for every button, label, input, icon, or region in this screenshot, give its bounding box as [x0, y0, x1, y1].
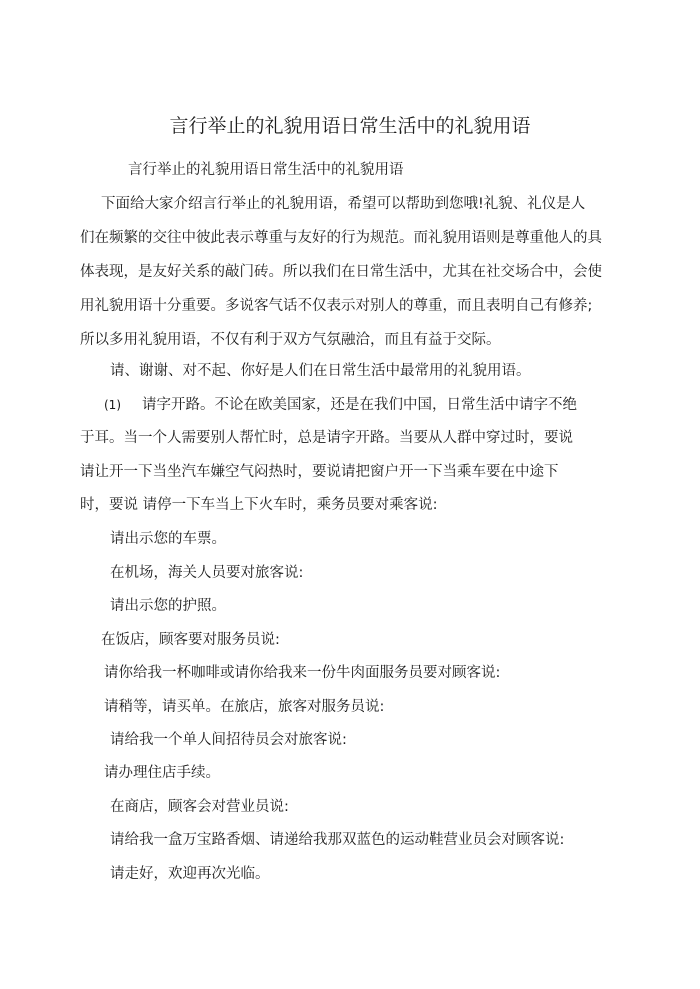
dialogue-line-9: 在商店，顾客会对营业员说:: [110, 799, 289, 815]
dialogue-line-6: 请稍等，请买单。在旅店，旅客对服务员说:: [104, 699, 385, 715]
dialogue-line-5: 请你给我一杯咖啡或请你给我来一份牛肉面服务员要对顾客说:: [104, 665, 501, 681]
dialogue-line-7: 请给我一个单人间招待员会对旅客说:: [110, 732, 347, 748]
item-marker: (1): [104, 398, 121, 412]
item-1-line-1: [104, 395, 577, 415]
item-1-line-2: 于耳。当一个人需要别人帮忙时，总是请字开路。当要从人群中穿过时，要说: [80, 430, 573, 446]
dialogue-line-4: 在饭店，顾客要对服务员说:: [101, 632, 280, 648]
dialogue-line-3: 请出示您的护照。: [110, 598, 226, 614]
intro-line-3: 体表现，是友好关系的敲门砖。所以我们在日常生活中，尤其在社交场合中，会使: [80, 264, 602, 280]
dialogue-line-1: 请出示您的车票。: [110, 531, 226, 547]
item-1-line-4: 时，要说 请停一下车当上下火车时，乘务员要对乘客说:: [80, 497, 438, 513]
item-1-line-3: 请让开一下当坐汽车嫌空气闷热时，要说请把窗户开一下当乘车要在中途下: [80, 464, 559, 480]
common-phrases: 请、谢谢、对不起、你好是人们在日常生活中最常用的礼貌用语。: [110, 363, 531, 379]
intro-line-5: 所以多用礼貌用语，不仅有利于双方气氛融洽，而且有益于交际。: [80, 332, 501, 348]
dialogue-line-11: 请走好，欢迎再次光临。: [110, 866, 270, 882]
intro-line-1: 下面给大家介绍言行举止的礼貌用语，希望可以帮助到您哦!礼貌、礼仪是人: [101, 196, 586, 212]
intro-line-4: 用礼貌用语十分重要。多说客气话不仅表示对别人的尊重，而且表明自己有修养;: [80, 298, 593, 314]
dialogue-line-10: 请给我一盒万宝路香烟、请递给我那双蓝色的运动鞋营业员会对顾客说:: [110, 832, 565, 848]
page-title: 言行举止的礼貌用语日常生活中的礼貌用语: [169, 115, 531, 137]
subtitle: 言行举止的礼貌用语日常生活中的礼貌用语: [128, 162, 404, 178]
dialogue-line-2: 在机场，海关人员要对旅客说:: [110, 565, 304, 581]
item-1-text: 请字开路。不论在欧美国家，还是在我们中国，日常生活中请字不绝: [142, 397, 577, 413]
dialogue-line-8: 请办理住店手续。: [104, 765, 220, 781]
intro-line-2: 们在频繁的交往中彼此表示尊重与友好的行为规范。而礼貌用语则是尊重他人的具: [80, 230, 602, 246]
